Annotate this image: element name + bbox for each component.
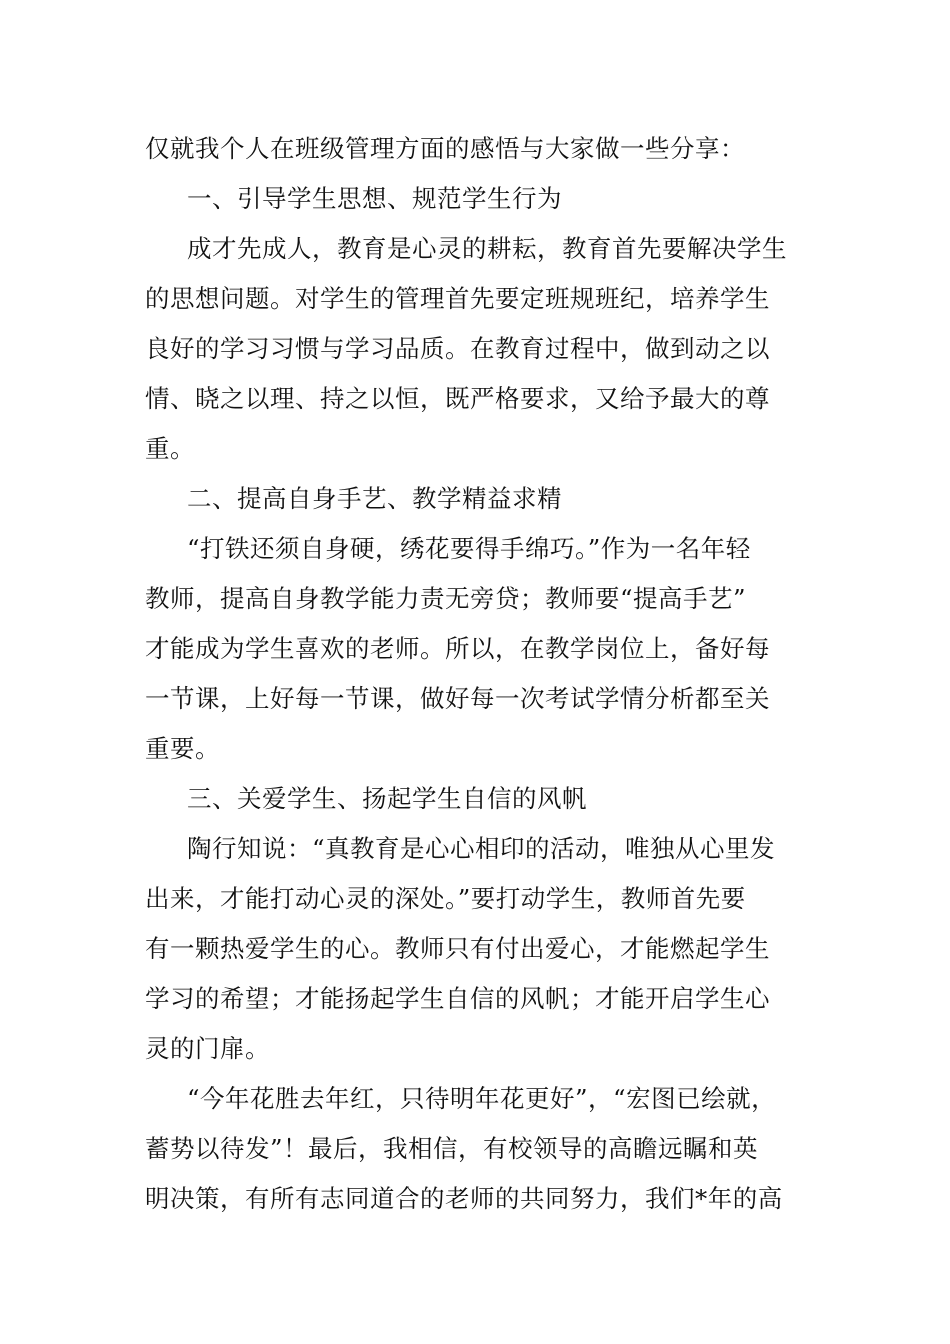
text-line: 一节课，上好每一节课，做好每一次考试学情分析都至关	[145, 684, 770, 713]
paragraph-section-1	[145, 224, 815, 474]
section-heading-3	[145, 774, 815, 824]
text-line: 情、晓之以理、持之以恒，既严格要求，又给予最大的尊	[145, 384, 770, 413]
text-line: 灵的门扉。	[145, 1034, 270, 1063]
text-line: 的思想问题。对学生的管理首先要定班规班纪，培养学生	[145, 284, 770, 313]
text-line: “打铁还须自身硬，绣花要得手绵巧。”作为一名年轻	[187, 534, 751, 563]
heading-line: 三、关爱学生、扬起学生自信的风帆	[187, 784, 587, 813]
text-line: 出来，才能打动心灵的深处。”要打动学生，教师首先要	[145, 884, 746, 913]
paragraph-closing	[145, 1074, 815, 1224]
text-line: 明决策，有所有志同道合的老师的共同努力，我们*年的高	[145, 1184, 783, 1213]
section-heading-1	[145, 174, 815, 224]
document-body	[145, 124, 815, 1224]
text-line: 才能成为学生喜欢的老师。所以，在教学岗位上，备好每	[145, 634, 770, 663]
text-line: 成才先成人，教育是心灵的耕耘，教育首先要解决学生	[187, 234, 787, 263]
text-line: 良好的学习习惯与学习品质。在教育过程中，做到动之以	[145, 334, 770, 363]
paragraph-intro	[145, 124, 815, 174]
heading-line: 二、提高自身手艺、教学精益求精	[187, 484, 562, 513]
text-line: 重要。	[145, 734, 220, 763]
heading-line: 一、引导学生思想、规范学生行为	[187, 184, 562, 213]
text-line: 有一颗热爱学生的心。教师只有付出爱心，才能燃起学生	[145, 934, 770, 963]
text-line: “今年花胜去年红，只待明年花更好”，“宏图已绘就，	[187, 1084, 777, 1113]
text-line: 教师，提高自身教学能力责无旁贷；教师要“提高手艺”	[145, 584, 747, 613]
text-line: 仅就我个人在班级管理方面的感悟与大家做一些分享：	[145, 134, 745, 163]
text-line: 蓄势以待发”！最后，我相信，有校领导的高瞻远瞩和英	[145, 1134, 759, 1163]
text-line: 重。	[145, 434, 195, 463]
paragraph-section-3	[145, 824, 815, 1074]
section-heading-2	[145, 474, 815, 524]
paragraph-section-2	[145, 524, 815, 774]
text-line: 学习的希望；才能扬起学生自信的风帆；才能开启学生心	[145, 984, 770, 1013]
text-line: 陶行知说：“真教育是心心相印的活动，唯独从心里发	[187, 834, 776, 863]
